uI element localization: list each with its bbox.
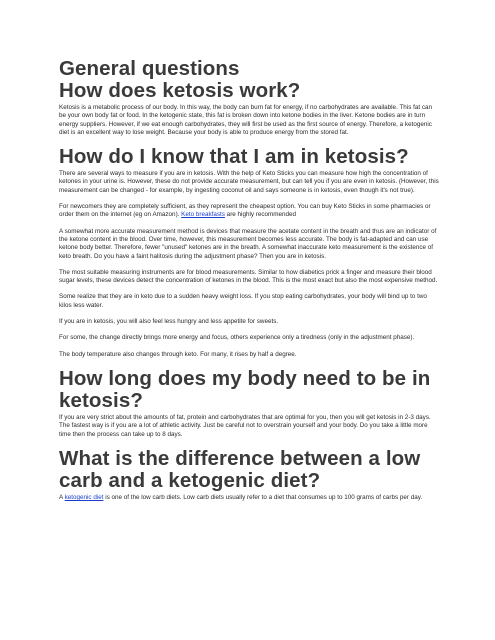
keto-sticks-text: For newcomers they are completely sufficient, as they represent the cheapest option. You can buy Keto Sticks in some pharmacies or order them on the internet (eg on Amazon).: [59, 203, 431, 219]
low-carb-text-lead: A: [59, 493, 65, 501]
link-keto-breakfasts[interactable]: Keto breakfasts: [181, 211, 225, 219]
paragraph-hunger: If you are in ketosis, you will also feel less hungry and less appetite for sweets.: [59, 318, 279, 326]
heading-how-long-ketosis: How long does my body need to be in ketosis?: [59, 366, 431, 412]
paragraph-temperature: The body temperature also changes through keto. For many, it rises by half a degree.: [59, 350, 297, 358]
low-carb-text-tail: is one of the low carb diets. Low carb diets usually refer to a diet that consumes up to 100 grams of carbs per day.: [103, 493, 423, 501]
paragraph-ketosis-duration: If you are very strict about the amounts of fat, protein and carbohydrates that are optimal for you, then you will get ketosis in 2-3 days. The fastest way is if you are a lot of athletic activity. Just be careful not to overstrain yourself and your body. Do you take a little more time then the process can take up to 8 days.: [59, 413, 431, 438]
paragraph-blood-measurement: The most suitable measuring instruments are for blood measurements. Similar to how diabetics prick a finger and measure their blood sugar levels, these devices detect the concentration of ketones in the blood. This is the most exact but also the most expensive method.: [59, 268, 438, 285]
paragraph-keto-sticks: [59, 203, 439, 220]
heading-general-questions: General questions: [59, 57, 240, 80]
keto-sticks-text-tail: are highly recommended: [224, 211, 296, 219]
heading-know-ketosis: How do I know that I am in ketosis?: [59, 145, 409, 169]
link-ketogenic-diet[interactable]: ketogenic diet: [64, 493, 104, 501]
paragraph-low-carb-difference: [59, 494, 439, 502]
paragraph-breath-measurement: A somewhat more accurate measurement method is devices that measure the acetate content in the breath and thus are an indicator of the ketone content in the blood. Over time, however, this measurement becomes less accurate. The body is fat-adapted and can use ketone body better. Therefore, fewer "unused" ketones are in the breath. A somewhat inaccurate keto measurement is the existence of keto breath. Do you have a faint halitosis during the adjustment phase? Then you are in ketosis.: [59, 227, 437, 260]
heading-how-ketosis-works: How does ketosis work?: [59, 79, 301, 102]
paragraph-ketosis-intro: Ketosis is a metabolic process of our body. In this way, the body can burn fat for energy, if no carbohydrates are available. This fat can be your own body fat or food. In the ketogenic state, this fat is broken down into ketone bodies in the liver. Ketone bodies are in turn energy suppliers. However, if we eat enough carbohydrates, they will first be used as the first source of energy. Therefore, a ketogenic diet is an excellent way to lose weight. Because your body is able to produce energy from the stored fat.: [59, 104, 432, 136]
paragraph-measure-ketosis: There are several ways to measure if you are in ketosis. With the help of Keto Sticks you can measure how high the concentration of ketones in your urine is. However, these do not provide accurate measurement, but can tell you if you are even in ketosis. (However, this measurement can be changed - for example, by ingesting coconut oil and says someone is in ketosis, even though it's not true).: [59, 170, 439, 194]
heading-low-carb-vs-keto: What is the difference between a low carb and a ketogenic diet?: [59, 446, 421, 492]
paragraph-energy: For some, the change directly brings more energy and focus, others experience only a tiredness (only in the adjustment phase).: [59, 334, 415, 342]
paragraph-weight-loss: Some realize that they are in keto due to a sudden heavy weight loss. If you stop eating carbohydrates, your body will bind up to two kilos less water.: [59, 293, 427, 309]
